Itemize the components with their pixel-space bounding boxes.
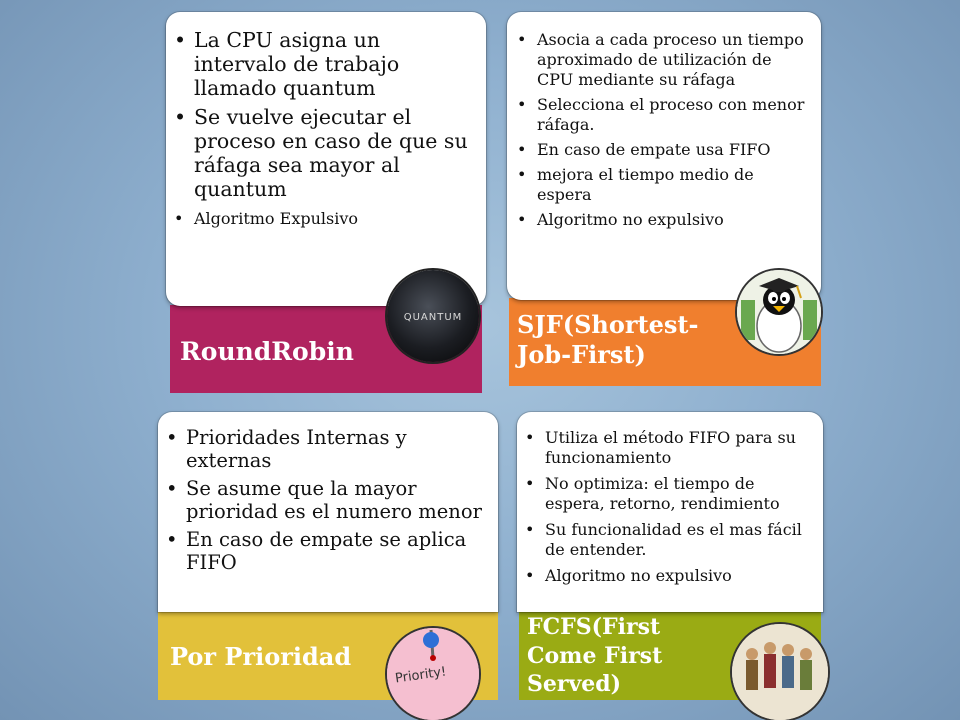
quantum-text: QUANTUM <box>403 312 463 323</box>
roundrobin-title: RoundRobin <box>180 337 354 366</box>
sjf-title-line2: Job-First) <box>517 340 646 369</box>
list-item: • Algoritmo no expulsivo <box>525 566 813 586</box>
queue-people-icon <box>732 624 828 720</box>
tux-graduate-icon <box>737 270 821 354</box>
roundrobin-bullets <box>174 28 474 229</box>
list-item: • En caso de empate usa FIFO <box>517 140 807 160</box>
list-item: • Prioridades Internas y externas <box>166 426 484 472</box>
list-item: • Algoritmo no expulsivo <box>517 210 807 230</box>
fcfs-title-line1: FCFS(First <box>527 614 661 640</box>
list-item: • En caso de empate se aplica FIFO <box>166 528 484 574</box>
roundrobin-textbox <box>166 12 486 306</box>
prioridad-bullets <box>166 426 484 574</box>
list-item: • Algoritmo Expulsivo <box>174 209 474 229</box>
list-item: • No optimiza: el tiempo de espera, retorno, rendimiento <box>525 474 813 514</box>
fcfs-title-line3: Served) <box>527 671 622 697</box>
list-item: • Asocia a cada proceso un tiempo aproximado de utilización de CPU mediante su ráfaga <box>517 30 807 90</box>
list-item: • Utiliza el método FIFO para su funcionamiento <box>525 428 813 468</box>
fcfs-textbox <box>517 412 823 612</box>
priority-note-icon <box>387 628 479 720</box>
prioridad-textbox <box>158 412 498 612</box>
sjf-title-line1: SJF(Shortest- <box>517 310 699 339</box>
priority-note-text: Priority! <box>394 664 448 687</box>
fcfs-title-line2: Come First <box>527 643 663 669</box>
list-item: • mejora el tiempo medio de espera <box>517 165 807 205</box>
prioridad-title: Por Prioridad <box>170 642 352 671</box>
fcfs-bullets <box>525 428 813 586</box>
list-item: • Se vuelve ejecutar el proceso en caso de que su ráfaga sea mayor al quantum <box>174 105 474 201</box>
list-item: • Selecciona el proceso con menor ráfaga. <box>517 95 807 135</box>
list-item: • Su funcionalidad es el mas fácil de entender. <box>525 520 813 560</box>
list-item: • Se asume que la mayor prioridad es el numero menor <box>166 477 484 523</box>
list-item: • La CPU asigna un intervalo de trabajo llamado quantum <box>174 28 474 100</box>
sjf-bullets <box>517 30 807 230</box>
sjf-textbox <box>507 12 821 300</box>
quantum-orb-icon <box>387 270 479 362</box>
